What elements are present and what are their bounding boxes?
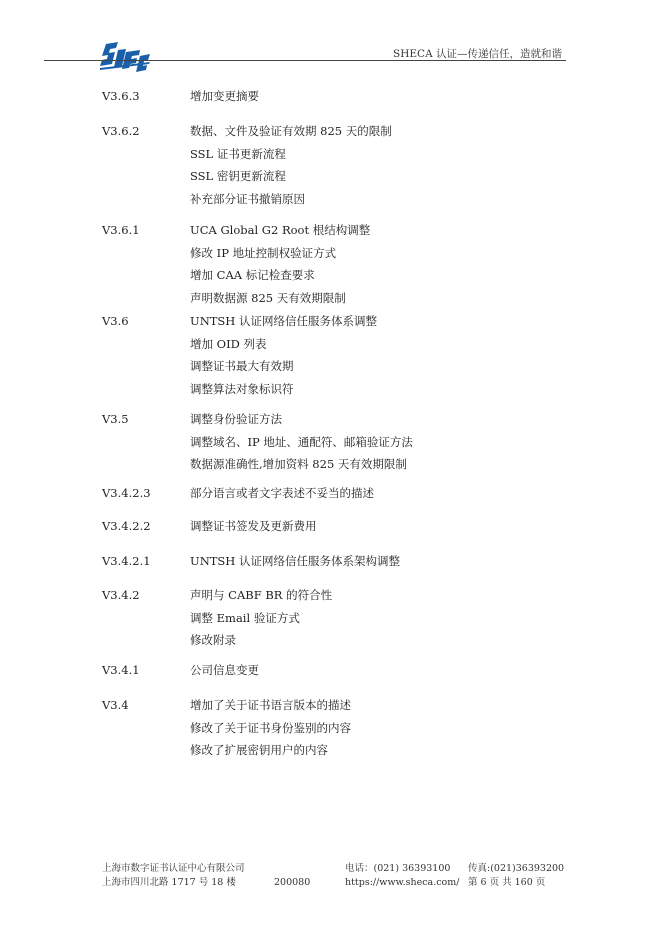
footer-company: 上海市数字证书认证中心有限公司 xyxy=(102,863,245,874)
change-item: 增加 CAA 标记检查要求 xyxy=(190,268,315,282)
version-label: V3.6 xyxy=(102,314,129,328)
change-item: 修改附录 xyxy=(190,633,236,647)
change-item: UNTSH 认证网络信任服务体系架构调整 xyxy=(190,554,400,568)
version-label: V3.6.3 xyxy=(102,89,140,103)
change-item: UNTSH 认证网络信任服务体系调整 xyxy=(190,314,377,328)
version-label: V3.4.2.2 xyxy=(102,519,151,533)
change-item: 修改了关于证书身份鉴别的内容 xyxy=(190,720,351,735)
footer-fax: 传真:(021)36393200 xyxy=(468,863,565,874)
header-tagline: SHECA 认证—传递信任，造就和谐 xyxy=(393,48,562,60)
version-label: V3.4.2 xyxy=(102,588,140,602)
footer-website: https://www.sheca.com/ xyxy=(345,877,460,888)
change-item: SSL 密钥更新流程 xyxy=(190,169,286,183)
change-item: 声明数据源 825 天有效期限制 xyxy=(190,290,346,305)
change-item: 修改 IP 地址控制权验证方式 xyxy=(190,245,337,260)
version-label: V3.6.1 xyxy=(102,223,140,237)
footer-address: 上海市四川北路 1717 号 18 楼 xyxy=(102,877,236,888)
version-label: V3.4 xyxy=(102,698,129,712)
footer-phone: 电话：(021) 36393100 xyxy=(345,863,451,874)
change-item: 补充部分证书撤销原因 xyxy=(190,191,305,206)
change-item: 调整证书最大有效期 xyxy=(190,359,294,373)
change-item: SSL 证书更新流程 xyxy=(190,146,286,161)
version-label: V3.4.2.3 xyxy=(102,486,151,500)
change-item: 增加了关于证书语言版本的描述 xyxy=(190,698,351,712)
change-item: 增加变更摘要 xyxy=(190,89,259,103)
change-item: 调整域名、IP 地址、通配符、邮箱验证方法 xyxy=(190,434,413,449)
change-item: 增加 OID 列表 xyxy=(190,336,267,351)
change-item: 数据、文件及验证有效期 825 天的限制 xyxy=(190,124,392,138)
change-item: 声明与 CABF BR 的符合性 xyxy=(190,588,333,602)
change-item: 调整算法对象标识符 xyxy=(190,381,294,396)
change-item: 调整身份验证方法 xyxy=(190,412,282,426)
page-footer xyxy=(0,858,662,898)
change-item: 调整 Email 验证方式 xyxy=(190,610,300,625)
change-item: 修改了扩展密钥用户的内容 xyxy=(190,743,328,757)
change-item: UCA Global G2 Root 根结构调整 xyxy=(190,223,371,237)
version-label: V3.5 xyxy=(102,412,129,426)
footer-postcode: 200080 xyxy=(274,877,311,888)
change-item: 数据源准确性,增加资料 825 天有效期限制 xyxy=(190,457,407,471)
version-label: V3.6.2 xyxy=(102,124,140,138)
change-item: 部分语言或者文字表述不妥当的描述 xyxy=(190,486,374,500)
version-label: V3.4.2.1 xyxy=(102,554,151,568)
change-item: 调整证书签发及更新费用 xyxy=(190,519,317,533)
change-item: 公司信息变更 xyxy=(190,663,259,677)
version-label: V3.4.1 xyxy=(102,663,140,677)
footer-page-number: 第 6 页 共 160 页 xyxy=(468,877,546,888)
